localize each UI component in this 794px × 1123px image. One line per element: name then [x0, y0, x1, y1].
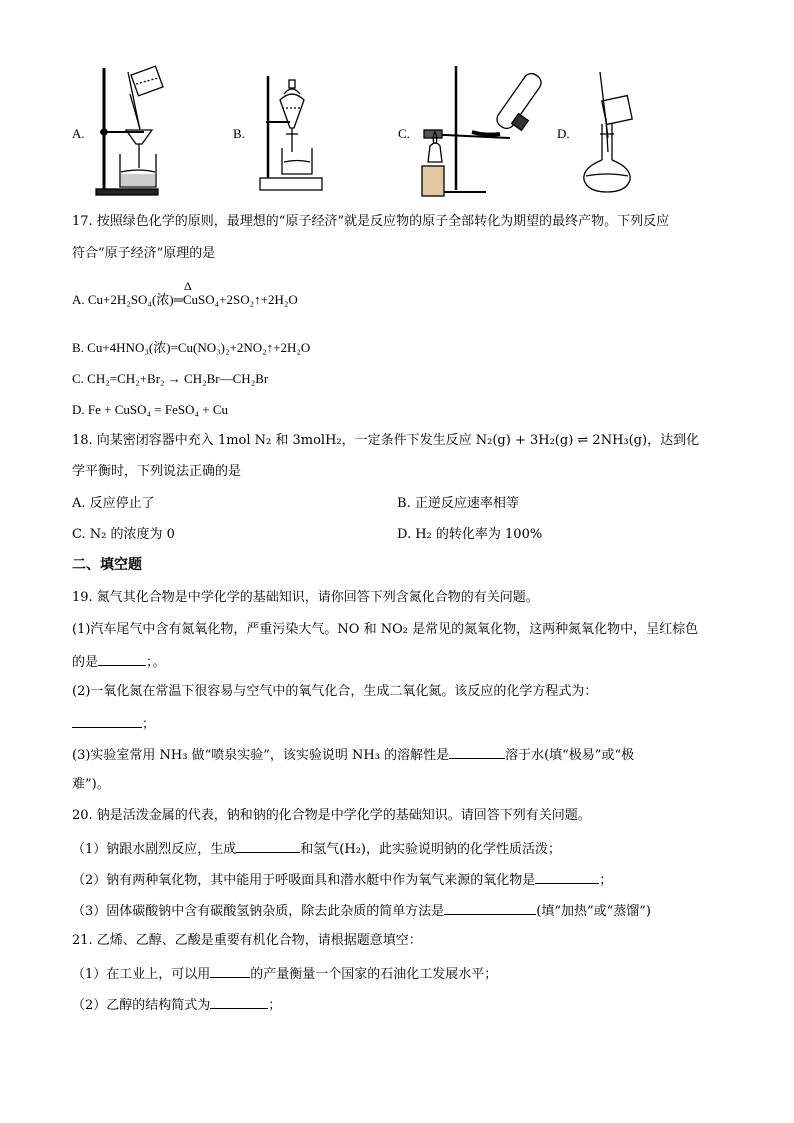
- q18-option-a: A. 反应停止了: [72, 496, 155, 511]
- q17-option-d: D. Fe + CuSO₄ = FeSO₄ + Cu: [72, 402, 229, 417]
- q17-stem-line2: 符合“原子经济”原理的是: [72, 246, 216, 261]
- q21-part2-suffix: ；: [268, 998, 282, 1013]
- q20-part2-prefix: （2）钠有两种氧化物，其中能用于呼吸面具和潜水艇中作为氧气来源的氧化物是: [72, 873, 536, 888]
- q21-part1-suffix: 的产量衡量一个国家的石油化工发展水平；: [250, 967, 498, 982]
- q17-option-b: B. Cu+4HNO₃(浓)=Cu(NO₃)₂+2NO₂↑+2H₂O: [72, 340, 311, 355]
- q17-option-a: A. Cu+2H₂SO₄(浓)═CuSO₄+2SO₂↑+2H₂O: [72, 292, 298, 307]
- option-c-label: C.: [398, 126, 410, 141]
- q18-option-c: C. N₂ 的浓度为 0: [72, 527, 175, 542]
- q18-stem-line1: 18. 向某密闭容器中充入 1mol N₂ 和 3molH₂，一定条件下发生反应 N₂(g) + 3H₂(g) ⇌ 2NH₃(g)，达到化: [72, 433, 700, 448]
- heating-symbol: Δ: [184, 279, 192, 293]
- q21-stem: 21. 乙烯、乙醇、乙酸是重要有机化合物，请根据题意填空：: [72, 933, 422, 948]
- q19-part1-line1: (1)汽车尾气中含有氮氧化物，严重污染大气。NO 和 NO₂ 是常见的氮氧化物，这两种氮氧化物中，呈红棕色: [72, 622, 699, 637]
- q19-answer-blank-3[interactable]: [449, 746, 505, 759]
- section-heading-fill-in: 二、填空题: [72, 557, 142, 573]
- q20-part1-prefix: （1）钠跟水剧烈反应，生成: [72, 842, 237, 857]
- q20-part1-suffix: 和氢气(H₂)，此实验说明钠的化学性质活泼；: [300, 842, 561, 857]
- q20-answer-blank-1[interactable]: [236, 840, 300, 853]
- separatory-funnel-illustration: [256, 70, 336, 195]
- q20-answer-blank-3[interactable]: [444, 902, 536, 915]
- q20-part2-suffix: ；: [599, 873, 613, 888]
- q19-part2-suffix: ；: [142, 717, 156, 732]
- q21-answer-blank-1[interactable]: [210, 965, 250, 978]
- q19-answer-blank-2[interactable]: [72, 715, 142, 728]
- q20-part3-suffix: (填“加热”或“蒸馏”): [536, 904, 652, 919]
- q21-part2-prefix: （2）乙醇的结构简式为: [72, 998, 211, 1013]
- q17-option-c: C. CH₂=CH₂+Br₂ → CH₂Br—CH₂Br: [72, 371, 269, 386]
- heating-test-tube-illustration: [414, 62, 559, 200]
- option-a-label: A.: [72, 126, 85, 141]
- q19-part3-line1: [72, 746, 634, 764]
- q19-part1-line2: [72, 653, 166, 671]
- q21-part2: [72, 996, 281, 1014]
- option-d-label: D.: [557, 126, 570, 141]
- option-b-label: B.: [233, 126, 245, 141]
- q19-part2-line1: (2)一氧化氮在常温下很容易与空气中的氧气化合，生成二氧化氮。该反应的化学方程式为：: [72, 684, 598, 699]
- q17-stem-line1: 17. 按照绿色化学的原则，最理想的“原子经济”就是反应物的原子全部转化为期望的最终产物。下列反应: [72, 214, 670, 229]
- q21-part1: [72, 965, 497, 983]
- q19-stem: 19. 氮气其化合物是中学化学的基础知识，请你回答下列含氮化合物的有关问题。: [72, 590, 539, 605]
- q19-part3-line2: 难”)。: [72, 777, 110, 792]
- q18-stem-line2: 学平衡时，下列说法正确的是: [72, 464, 242, 479]
- filtration-apparatus-illustration: [90, 64, 180, 199]
- q20-part2: [72, 871, 612, 889]
- q19-part3-prefix: (3)实验室常用 NH₃ 做“喷泉实验”，该实验说明 NH₃ 的溶解性是: [72, 748, 450, 763]
- q19-part3-suffix: 溶于水(填“极易”或“极: [505, 748, 635, 763]
- q21-answer-blank-2[interactable]: [210, 996, 268, 1009]
- q18-option-b: B. 正逆反应速率相等: [397, 496, 519, 511]
- q19-part2-line2: [72, 715, 155, 733]
- q20-answer-blank-2[interactable]: [535, 871, 599, 884]
- volumetric-flask-illustration: [578, 68, 648, 198]
- q18-option-d: D. H₂ 的转化率为 100%: [397, 527, 543, 542]
- q21-part1-prefix: （1）在工业上，可以用: [72, 967, 211, 982]
- q19-answer-blank-1[interactable]: [98, 653, 146, 666]
- q19-part1-suffix: ；。: [146, 655, 166, 670]
- q19-part1-prefix: 的是: [72, 655, 99, 670]
- q20-part1: [72, 840, 561, 858]
- q20-stem: 20. 钠是活泼金属的代表，钠和钠的化合物是中学化学的基础知识。请回答下列有关问题。: [72, 808, 591, 823]
- q20-part3-prefix: （3）固体碳酸钠中含有碳酸氢钠杂质，除去此杂质的简单方法是: [72, 904, 445, 919]
- q20-part3: [72, 902, 651, 920]
